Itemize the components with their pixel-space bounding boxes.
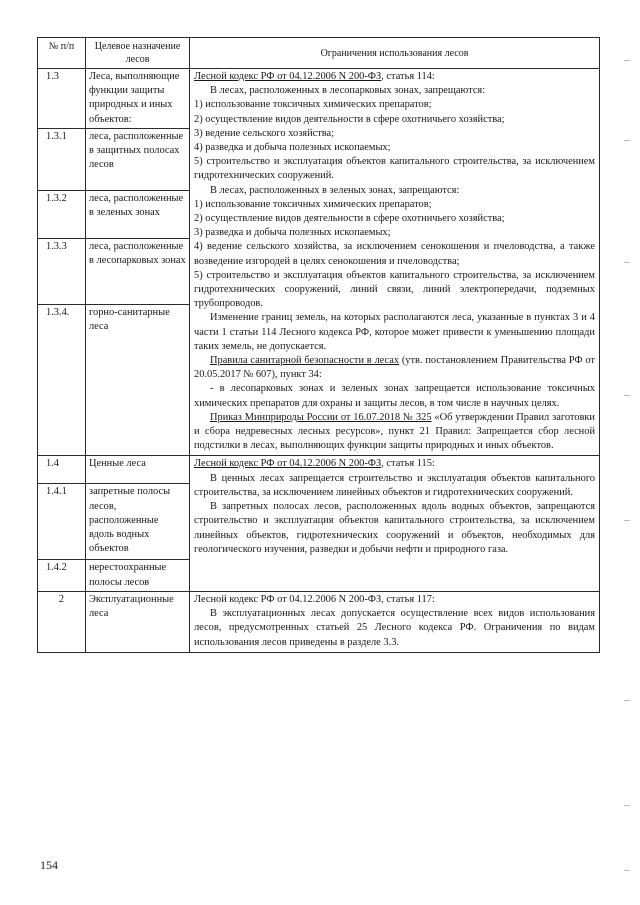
row-number: 1.3.2 [38,191,86,239]
page-number: 154 [40,858,58,872]
list-item: 3) разведка и добыча полезных ископаемых; [194,227,391,239]
row-purpose: леса, расположенные в лесопарковых зонах [86,239,190,305]
row-purpose: Леса, выполняющие функции защиты природных и иных объектов: [86,69,190,129]
header-number: № п/п [38,38,86,69]
paragraph: Изменение границ земель, на которых располагаются леса, указанные в пунктах 3 и 4 части 1 статьи 114 Лесного кодекса РФ, которое может привести к уменьшению площади таких земель, не допускается. [194,312,595,352]
ref-tail: , статья 117: [381,593,435,605]
table-row [38,69,600,129]
row-number: 2 [38,591,86,652]
scan-artifact [624,140,630,141]
scan-artifact [624,60,630,61]
scan-artifact [624,805,630,806]
row-number: 1.3.4. [38,305,86,456]
ministry-order-link[interactable]: Приказ Минприроды России от 16.07.2018 № 325 [210,411,432,423]
paragraph: В запретных полосах лесов, расположенных вдоль водных объектов, запрещаются строительство и эксплуатация объектов капитального строительства, за исключением линейных объектов, гидротехнических сооружений и объектов, необходимых для геологического изучения, разведки и добычи нефти и природного газа. [194,501,595,555]
forest-code-link[interactable]: Лесной кодекс РФ от 04.12.2006 N 200-ФЗ [194,458,382,470]
forest-code-ref: Лесной кодекс РФ от 04.12.2006 N 200-ФЗ [194,593,382,605]
paragraph: - в лесопарковых зонах и зеленых зонах запрещается использование токсичных химических препаратов для охраны и защиты лесов, в том числе в научных целях. [194,383,595,409]
scan-artifact [624,520,630,521]
list-item: 2) осуществление видов деятельности в сфере охотничьего хозяйства; [194,213,505,225]
forest-code-link[interactable]: Лесной кодекс РФ от 04.12.2006 N 200-ФЗ [194,71,382,82]
restrictions-cell-3 [190,591,600,652]
scan-artifact [624,700,630,701]
list-item: 3) ведение сельского хозяйства; [194,127,335,139]
order-tail: «Об утверждении Правил заготовки и сбора недревесных лесных ресурсов», пункт 21 Правил: Запрещается сбор лесной подстилки в лесах, выполняющих функции защиты природных и иных объектов. [194,411,595,452]
row-number: 1.3.1 [38,129,86,191]
row-number: 1.3 [38,69,86,129]
restrictions-cell-1 [190,69,600,456]
sanitary-rules-link[interactable]: Правила санитарной безопасности в лесах [210,355,400,367]
rule-tail: (утв. постановлением Правительства РФ от 20.05.2017 № 607), пункт 34: [194,355,595,381]
ref-tail: , статья 115: [381,458,435,470]
table-header-row [38,38,600,69]
table-row [38,591,600,652]
list-item: 5) строительство и эксплуатация объектов капитального строительства, за исключением гидротехнических сооружений. [194,156,595,182]
list-item: 1) использование токсичных химических препаратов; [194,198,432,210]
paragraph: В лесах, расположенных в зеленых зонах, запрещаются: [210,184,460,196]
row-purpose: леса, расположенные в зеленых зонах [86,191,190,239]
list-item: 2) осуществление видов деятельности в сфере охотничьего хозяйства; [194,113,505,125]
list-item: 1) использование токсичных химических препаратов; [194,99,432,111]
row-purpose: леса, расположенные в защитных полосах лесов [86,129,190,191]
row-purpose: нерестоохранные полосы лесов [86,560,190,591]
scan-artifact [624,262,630,263]
row-number: 1.4.2 [38,560,86,591]
forest-restrictions-table [37,37,600,653]
paragraph: В лесах, расположенных в лесопарковых зонах, запрещаются: [210,85,486,97]
row-purpose: Ценные леса [86,456,190,484]
restrictions-cell-2 [190,456,600,591]
row-purpose: запретные полосы лесов, расположенные вдоль водных объектов [86,484,190,560]
scan-artifact [624,395,630,396]
row-number: 1.3.3 [38,239,86,305]
scan-artifact [624,870,630,871]
header-restrictions: Ограничения использования лесов [190,38,600,69]
paragraph: В эксплуатационных лесах допускается осуществление всех видов использования лесов, предусмотренных статьей 25 Лесного кодекса РФ. Ограничения по видам использования лесов приведены в разделе 3.3. [194,608,595,648]
paragraph: В ценных лесах запрещается строительство и эксплуатация объектов капитального строительства, за исключением линейных объектов и гидротехнических сооружений. [194,472,595,498]
list-item: 5) строительство и эксплуатация объектов капитального строительства, за исключением гидротехнических сооружений, линий связи, линий электропередачи, подземных трубопроводов. [194,269,595,310]
table-row [38,456,600,484]
row-number: 1.4 [38,456,86,484]
ref-tail: , статья 114: [381,71,435,82]
list-item: 4) разведка и добыча полезных ископаемых; [194,142,391,154]
row-purpose: Эксплуатационные леса [86,591,190,652]
header-purpose: Целевое назначение лесов [86,38,190,69]
row-purpose: горно-санитарные леса [86,305,190,456]
row-number: 1.4.1 [38,484,86,560]
list-item: 4) ведение сельского хозяйства, за исключением сенокошения и пчеловодства, а также возведение изгородей в целях сенокошения и пчеловодства; [194,241,595,267]
